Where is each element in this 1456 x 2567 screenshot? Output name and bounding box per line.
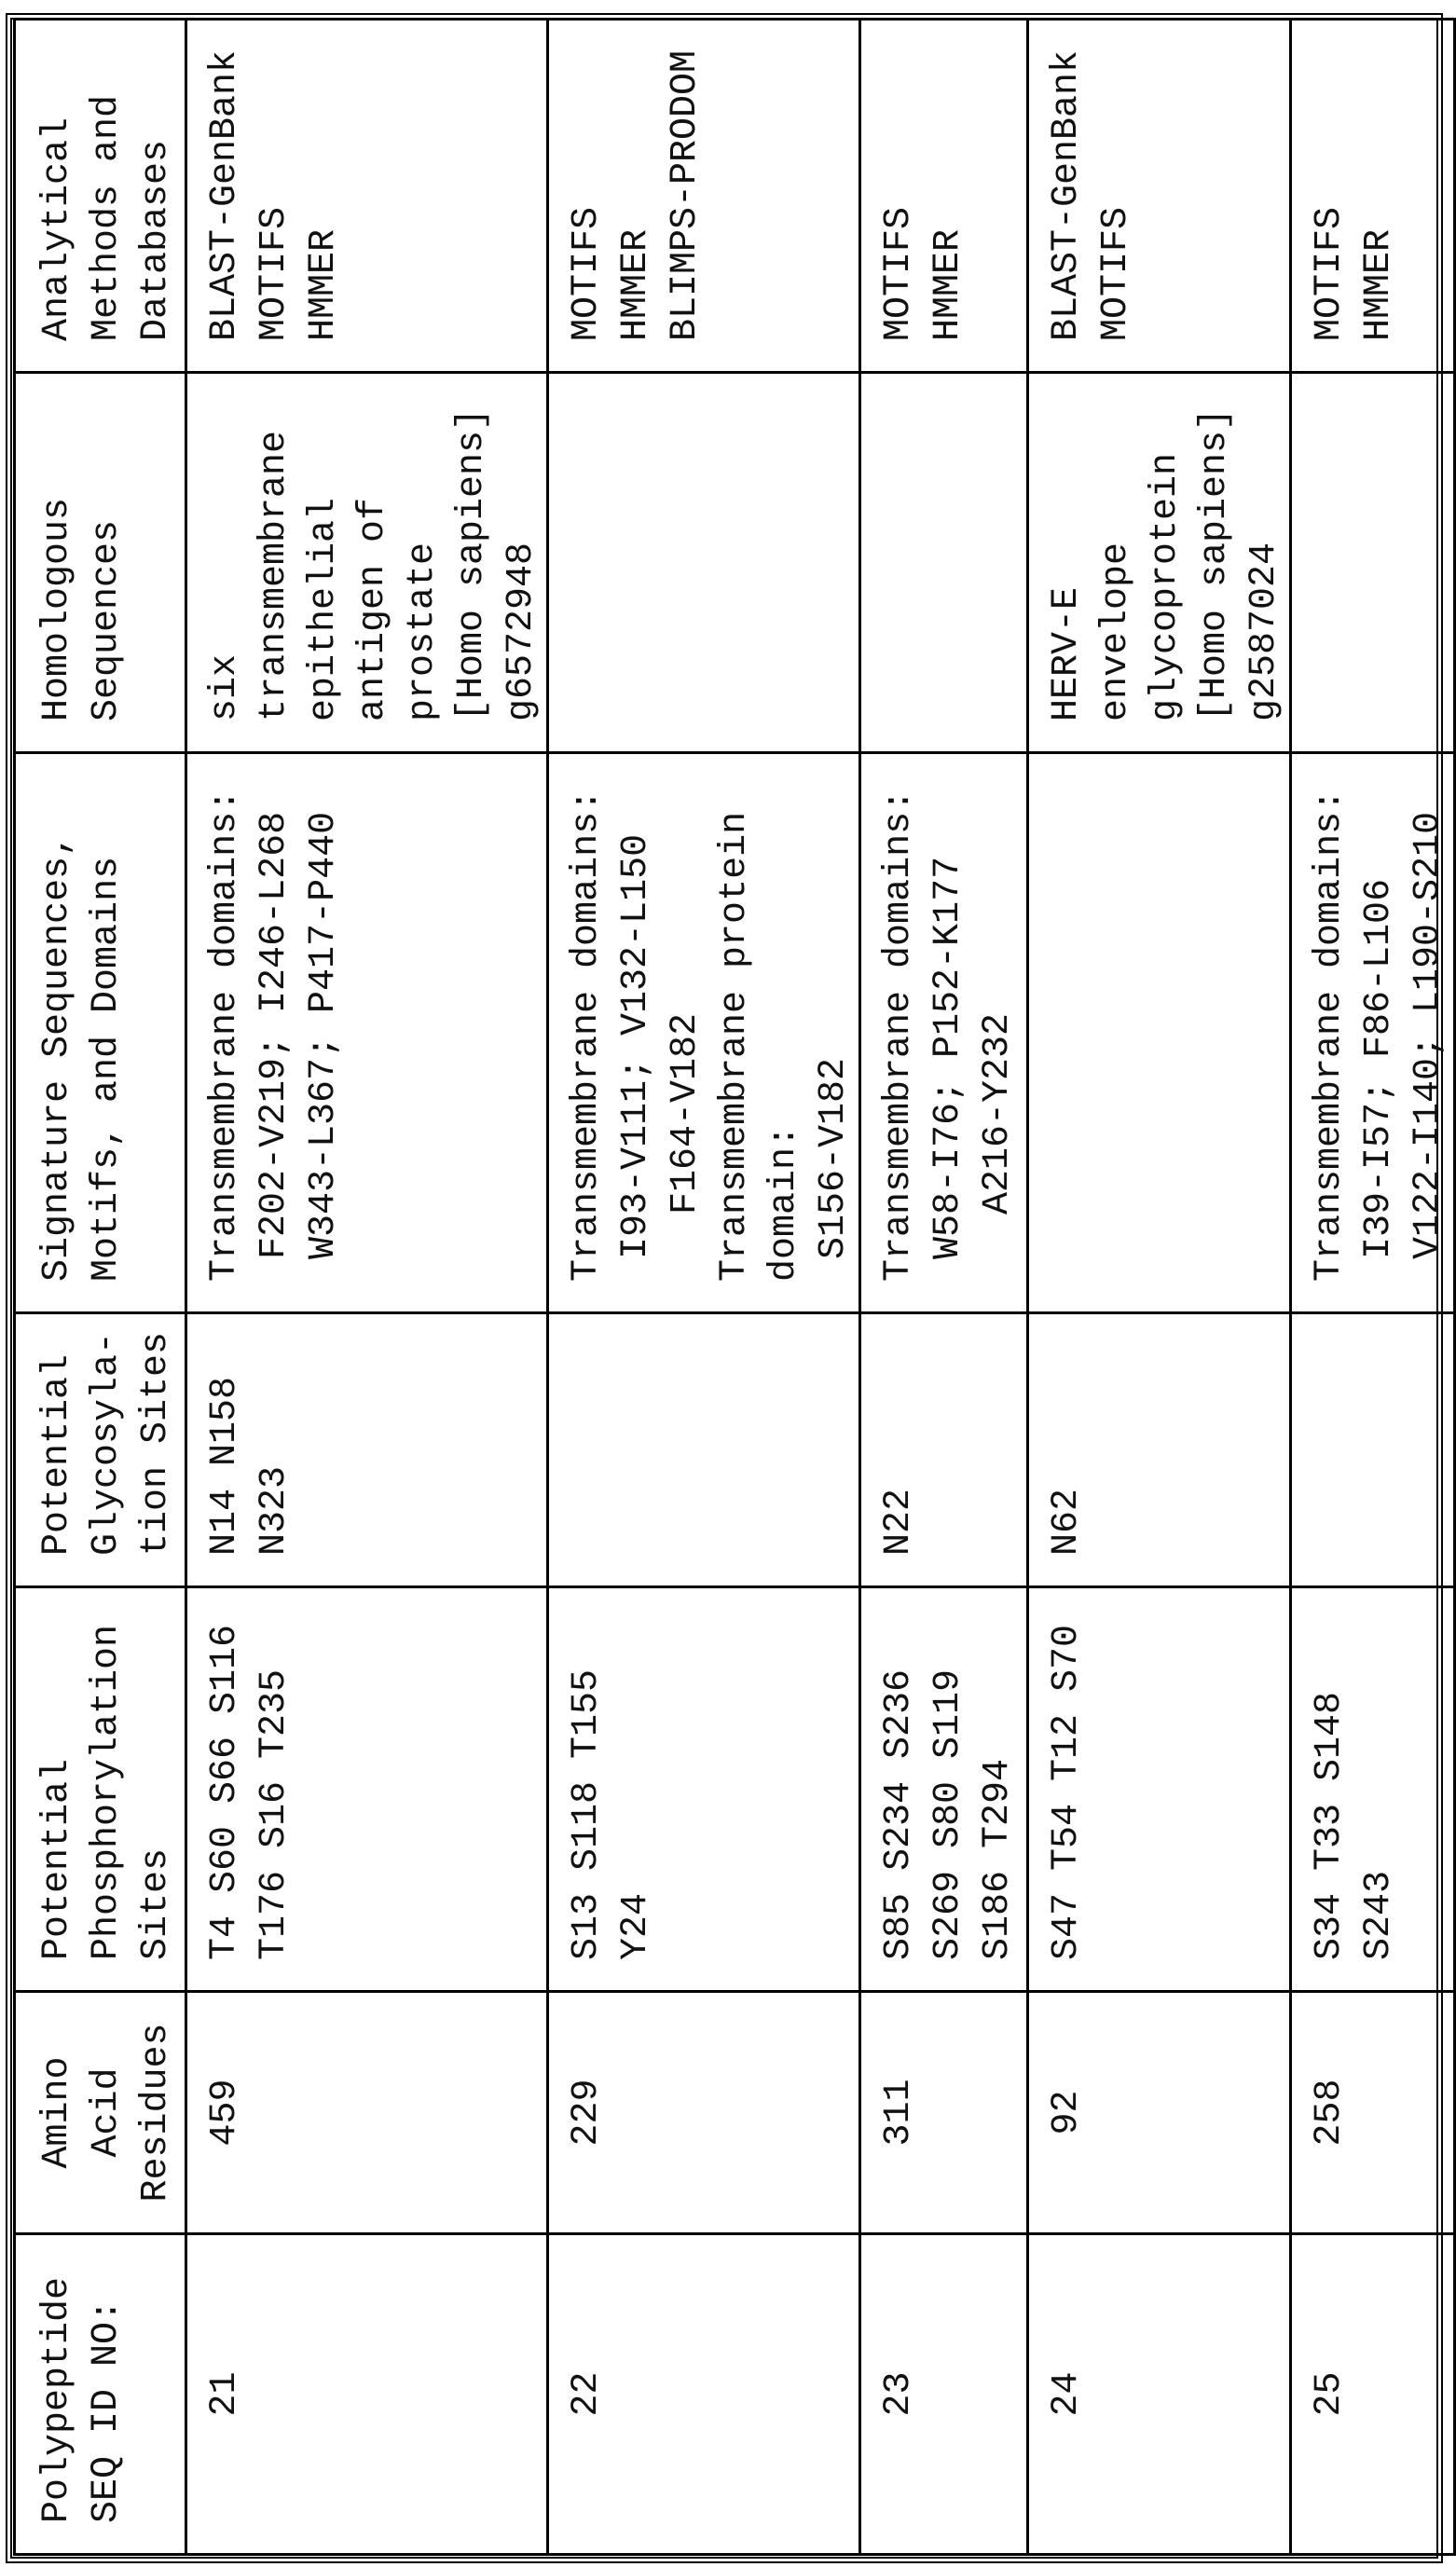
- cell-phosphorylation-sites: S47 T54 T12 S70: [1028, 1587, 1291, 1992]
- table-row: [548, 20, 860, 2555]
- cell-phosphorylation-sites: S85 S234 S236 S269 S80 S119 S186 T294: [860, 1587, 1028, 1992]
- cell-analytical-methods: MOTIFS HMMER: [860, 20, 1028, 373]
- cell-signature-sequences: Transmembrane domains: F202-V219; I246-L268 W343-L367; P417-P440: [186, 753, 548, 1313]
- table-row: [860, 20, 1028, 2555]
- cell-seq-id: 22: [548, 2234, 860, 2555]
- table-row: [1028, 20, 1291, 2555]
- cell-signature-sequences: Transmembrane domains: W58-I76; P152-K177 A216-Y232: [860, 753, 1028, 1313]
- cell-phosphorylation-sites: S13 S118 T155 Y24: [548, 1587, 860, 1992]
- cell-seq-id: 25: [1291, 2234, 1455, 2555]
- cell-glycosylation-sites: N22: [860, 1313, 1028, 1587]
- cell-homologous-sequences: [548, 373, 860, 753]
- header-row: [15, 20, 186, 2555]
- cell-glycosylation-sites: N62: [1028, 1313, 1291, 1587]
- cell-phosphorylation-sites: S34 T33 S148 S243: [1291, 1587, 1455, 1992]
- header-homologous-sequences: Homologous Sequences: [15, 373, 186, 753]
- cell-amino-acid-residues: 229: [548, 1992, 860, 2234]
- cell-analytical-methods: MOTIFS HMMER: [1291, 20, 1455, 373]
- cell-seq-id: 23: [860, 2234, 1028, 2555]
- cell-amino-acid-residues: 92: [1028, 1992, 1291, 2234]
- cell-glycosylation-sites: [1291, 1313, 1455, 1587]
- cell-signature-sequences: Transmembrane domains: I39-I57; F86-L106 V122-I140; L190-S210: [1291, 753, 1455, 1313]
- header-seq-id: Polypeptide SEQ ID NO:: [15, 2234, 186, 2555]
- cell-homologous-sequences: [860, 373, 1028, 753]
- cell-seq-id: 21: [186, 2234, 548, 2555]
- cell-analytical-methods: BLAST-GenBank MOTIFS HMMER: [186, 20, 548, 373]
- cell-amino-acid-residues: 459: [186, 1992, 548, 2234]
- cell-amino-acid-residues: 311: [860, 1992, 1028, 2234]
- rotated-table-frame: [13, 21, 1435, 2556]
- header-analytical-methods: Analytical Methods and Databases: [15, 20, 186, 373]
- header-amino-acid-residues: Amino Acid Residues: [15, 1992, 186, 2234]
- cell-phosphorylation-sites: T4 S60 S66 S116 T176 S16 T235: [186, 1587, 548, 1992]
- cell-homologous-sequences: [1291, 373, 1455, 753]
- cell-seq-id: 24: [1028, 2234, 1291, 2555]
- cell-homologous-sequences: HERV-E envelope glycoprotein [Homo sapiens] g2587024: [1028, 373, 1291, 753]
- cell-analytical-methods: BLAST-GenBank MOTIFS: [1028, 20, 1291, 373]
- header-signature-sequences: Signature Sequences, Motifs, and Domains: [15, 753, 186, 1313]
- table-row: [1291, 20, 1455, 2555]
- cell-signature-sequences: Transmembrane domains: I93-V111; V132-L150 F164-V182 Transmembrane protein domain: S156-V182: [548, 753, 860, 1313]
- header-phosphorylation-sites: Potential Phosphorylation Sites: [15, 1587, 186, 1992]
- cell-homologous-sequences: six transmembrane epithelial antigen of prostate [Homo sapiens] g6572948: [186, 373, 548, 753]
- cell-amino-acid-residues: 258: [1291, 1992, 1455, 2234]
- cell-glycosylation-sites: [548, 1313, 860, 1587]
- cell-glycosylation-sites: N14 N158 N323: [186, 1313, 548, 1587]
- cell-signature-sequences: [1028, 753, 1291, 1313]
- table-row: [186, 20, 548, 2555]
- header-glycosylation-sites: Potential Glycosyla- tion Sites: [15, 1313, 186, 1587]
- cell-analytical-methods: MOTIFS HMMER BLIMPS-PRODOM: [548, 20, 860, 373]
- polypeptide-table: [13, 18, 1456, 2556]
